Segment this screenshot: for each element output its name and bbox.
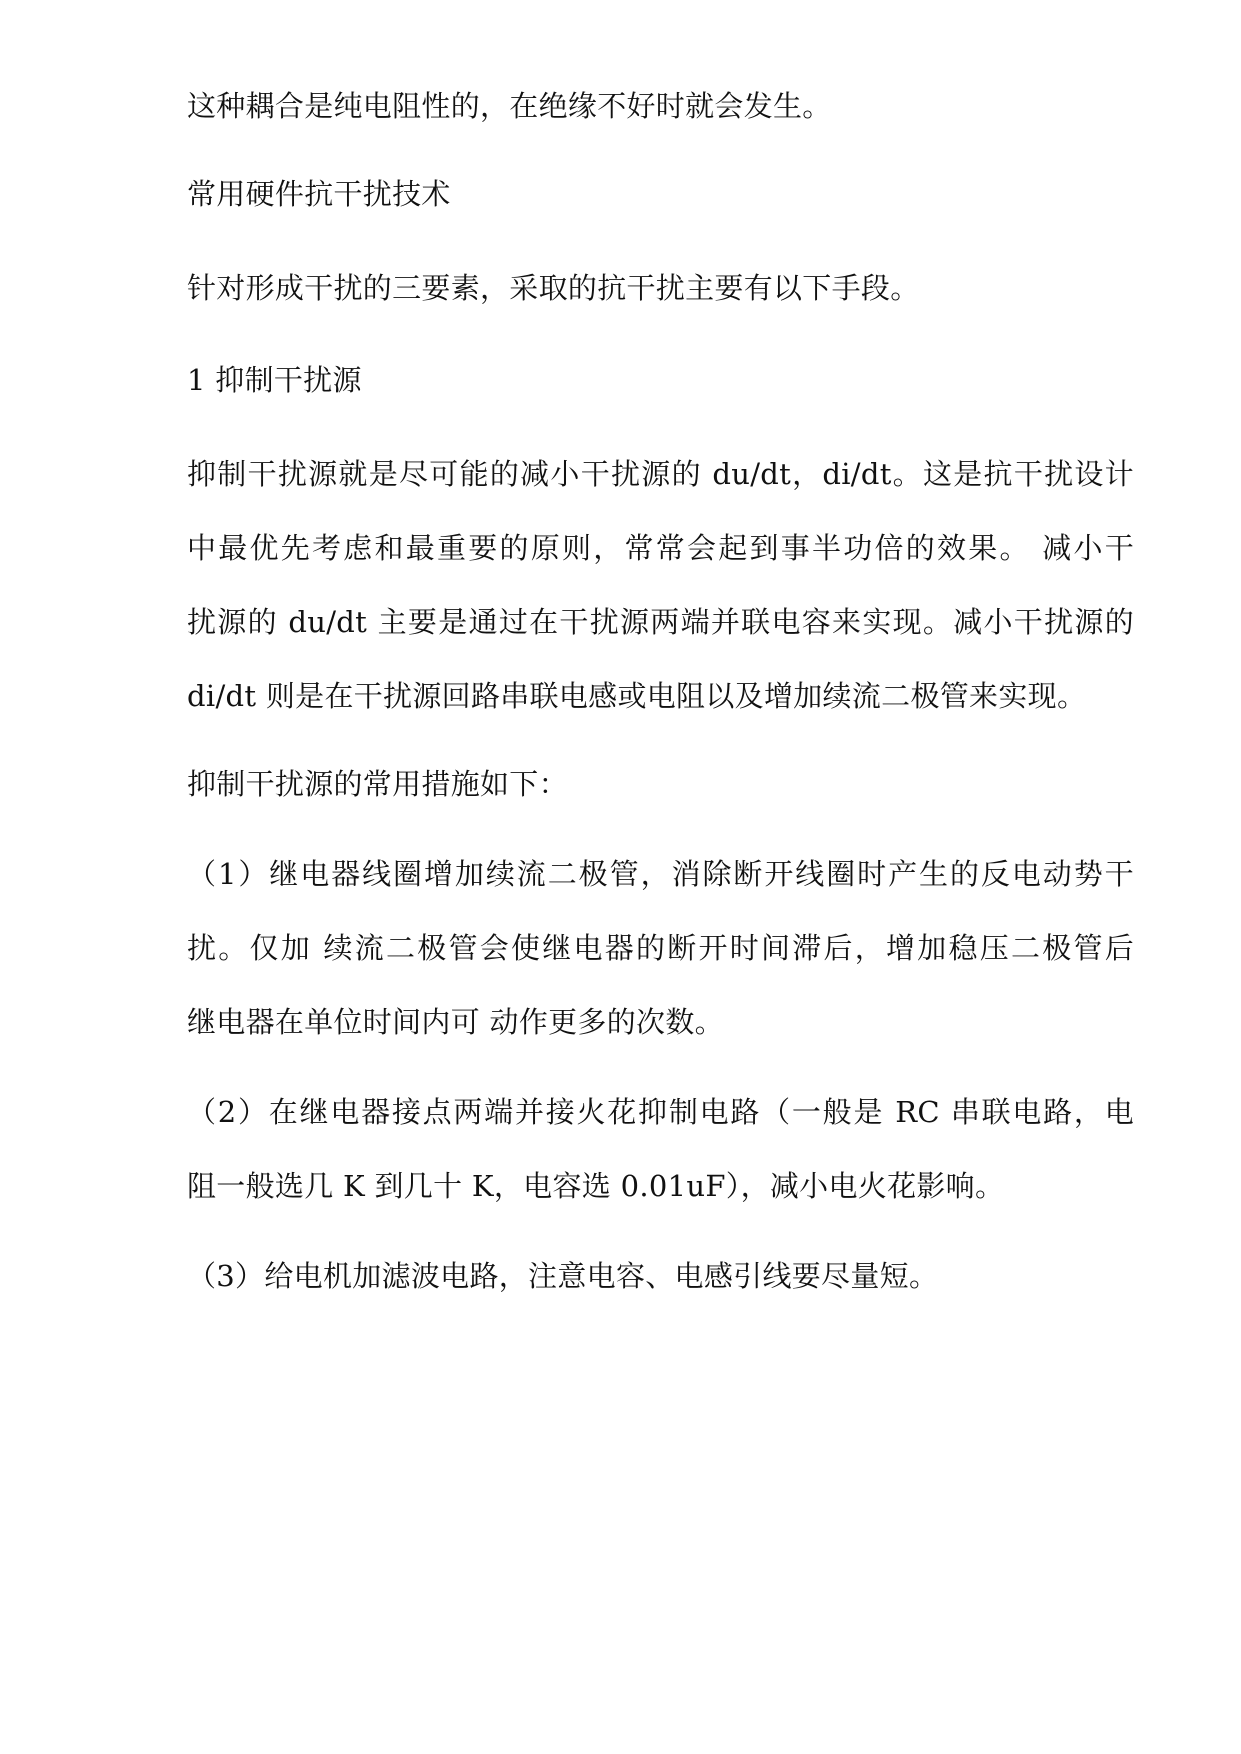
subsection-heading: 1 抑制干扰源 bbox=[187, 363, 362, 397]
paragraph-line: 抑制干扰源的常用措施如下： bbox=[187, 767, 568, 801]
list-item-line: （2）在继电器接点两端并接火花抑制电路（一般是 RC 串联电路，电 bbox=[187, 1095, 1134, 1129]
list-item-line: 扰。仅加 续流二极管会使继电器的断开时间滞后，增加稳压二极管后 bbox=[187, 931, 1134, 965]
section-heading: 常用硬件抗干扰技术 bbox=[187, 177, 451, 211]
list-item-line: （1）继电器线圈增加续流二极管，消除断开线圈时产生的反电动势干 bbox=[187, 857, 1134, 891]
paragraph-line: 抑制干扰源就是尽可能的减小干扰源的 du/dt，di/dt。这是抗干扰设计 bbox=[187, 457, 1134, 491]
paragraph-line: 中最优先考虑和最重要的原则，常常会起到事半功倍的效果。 减小干 bbox=[187, 531, 1134, 565]
list-item-line: 阻一般选几 K 到几十 K，电容选 0.01uF），减小电火花影响。 bbox=[187, 1169, 1005, 1203]
list-item-line: 继电器在单位时间内可 动作更多的次数。 bbox=[187, 1005, 724, 1039]
paragraph-line: 这种耦合是纯电阻性的，在绝缘不好时就会发生。 bbox=[187, 89, 832, 123]
paragraph-line: 针对形成干扰的三要素，采取的抗干扰主要有以下手段。 bbox=[187, 271, 920, 305]
list-item-line: （3）给电机加滤波电路，注意电容、电感引线要尽量短。 bbox=[187, 1259, 939, 1293]
paragraph-line: 扰源的 du/dt 主要是通过在干扰源两端并联电容来实现。减小干扰源的 bbox=[187, 605, 1134, 639]
paragraph-line: di/dt 则是在干扰源回路串联电感或电阻以及增加续流二极管来实现。 bbox=[187, 679, 1087, 713]
